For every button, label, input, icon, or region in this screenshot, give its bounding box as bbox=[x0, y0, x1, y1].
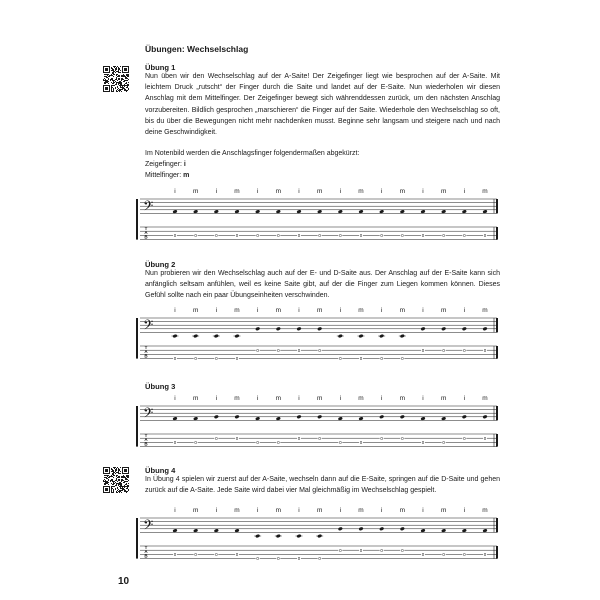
finger-label: i bbox=[215, 307, 218, 314]
tab-number: 0 bbox=[297, 556, 301, 562]
tab-number: 0 bbox=[235, 552, 239, 557]
note-head bbox=[420, 209, 425, 213]
finger-label: i bbox=[380, 507, 383, 514]
tab-number: 0 bbox=[318, 556, 321, 562]
page-number: 10 bbox=[118, 576, 130, 587]
tab-number: 0 bbox=[277, 233, 280, 238]
tab-label: A bbox=[144, 349, 148, 355]
tab-number: 0 bbox=[380, 356, 383, 362]
finger-label: m bbox=[399, 395, 406, 402]
finger-label: m bbox=[358, 188, 364, 195]
note-head bbox=[400, 415, 405, 419]
tab-number: 0 bbox=[215, 435, 218, 441]
note-head bbox=[193, 416, 198, 420]
note-head bbox=[379, 209, 384, 213]
note-head bbox=[420, 327, 425, 331]
tab-number: 0 bbox=[463, 435, 466, 441]
note-head bbox=[482, 327, 487, 331]
finger-label: i bbox=[380, 307, 383, 314]
tab-number: 0 bbox=[194, 356, 197, 362]
note-head bbox=[317, 415, 322, 419]
qr-code-icon[interactable] bbox=[103, 66, 129, 92]
note-head bbox=[462, 528, 467, 532]
tab-number: 0 bbox=[442, 347, 445, 353]
note-head bbox=[193, 528, 198, 532]
finger-label: i bbox=[380, 395, 383, 402]
note-head bbox=[441, 416, 446, 420]
tab-number: 0 bbox=[442, 552, 445, 557]
finger-label: m bbox=[440, 188, 447, 195]
finger-label: i bbox=[298, 188, 300, 195]
finger-label: m bbox=[358, 507, 364, 514]
tab-number: 0 bbox=[359, 356, 363, 362]
finger-label: m bbox=[234, 395, 240, 402]
tab-number: 0 bbox=[235, 356, 239, 362]
finger-label: m bbox=[482, 395, 488, 402]
tab-number: 0 bbox=[173, 233, 177, 238]
note-head bbox=[214, 528, 219, 532]
tab-number: 0 bbox=[235, 233, 239, 238]
tab-number: 0 bbox=[401, 356, 404, 362]
tab-label: T bbox=[144, 545, 148, 550]
note-head bbox=[172, 528, 177, 532]
tab-number: 0 bbox=[421, 440, 425, 445]
tab-number: 0 bbox=[194, 233, 197, 238]
tab-label: A bbox=[144, 549, 148, 555]
tab-number: 0 bbox=[483, 347, 487, 353]
tab-number: 0 bbox=[463, 347, 466, 353]
tab-label: T bbox=[144, 226, 148, 231]
note-head bbox=[441, 209, 446, 213]
finger-label: i bbox=[339, 188, 342, 195]
finger-label: i bbox=[422, 307, 424, 314]
tab-number: 0 bbox=[359, 233, 363, 238]
note-head bbox=[172, 209, 177, 213]
finger-label: m bbox=[192, 307, 199, 314]
note-head bbox=[482, 415, 487, 419]
tab-number: 0 bbox=[215, 552, 218, 557]
tab-label: B bbox=[144, 353, 148, 359]
note-head bbox=[338, 416, 343, 420]
finger-label: m bbox=[192, 188, 199, 195]
tab-label: A bbox=[144, 230, 148, 236]
finger-label: i bbox=[463, 188, 466, 195]
finger-label: m bbox=[440, 307, 447, 314]
finger-label: m bbox=[234, 188, 240, 195]
note-head bbox=[276, 416, 281, 420]
tab-number: 0 bbox=[401, 547, 404, 553]
finger-label: m bbox=[316, 188, 323, 195]
tab-number: 0 bbox=[297, 435, 301, 441]
tab-number: 0 bbox=[380, 547, 383, 553]
note-head bbox=[462, 209, 467, 213]
finger-label: m bbox=[275, 395, 282, 402]
tab-number: 0 bbox=[359, 440, 363, 445]
note-head bbox=[296, 327, 301, 331]
tab-number: 0 bbox=[442, 233, 445, 238]
finger-label: m bbox=[316, 507, 323, 514]
note-head bbox=[462, 415, 467, 419]
tab-number: 0 bbox=[297, 233, 301, 238]
tab-number: 0 bbox=[194, 552, 197, 557]
tab-number: 0 bbox=[297, 347, 301, 353]
finger-label: i bbox=[215, 507, 218, 514]
tab-number: 0 bbox=[256, 556, 259, 562]
finger-label: i bbox=[174, 307, 176, 314]
finger-label: m bbox=[358, 307, 364, 314]
finger-label: m bbox=[482, 307, 488, 314]
finger-label: i bbox=[215, 188, 218, 195]
tab-label: T bbox=[144, 345, 148, 350]
finger-label: i bbox=[298, 395, 300, 402]
note-head bbox=[296, 415, 301, 419]
finger-label: i bbox=[256, 395, 259, 402]
finger-label: m bbox=[399, 507, 406, 514]
tab-number: 0 bbox=[421, 552, 425, 557]
finger-label: i bbox=[256, 188, 259, 195]
finger-label: i bbox=[174, 395, 176, 402]
finger-label: i bbox=[422, 507, 424, 514]
tab-number: 0 bbox=[421, 347, 425, 353]
note-head bbox=[338, 527, 343, 531]
finger-label: m bbox=[358, 395, 364, 402]
tab-label: B bbox=[144, 441, 148, 447]
tab-number: 0 bbox=[421, 233, 425, 238]
note-head bbox=[276, 209, 281, 213]
finger-label: i bbox=[380, 188, 383, 195]
finger-label: i bbox=[422, 395, 424, 402]
abbrev-index-value: i bbox=[183, 161, 186, 168]
tab-number: 0 bbox=[401, 233, 404, 238]
tab-number: 0 bbox=[277, 347, 280, 353]
tab-number: 0 bbox=[256, 440, 259, 445]
finger-label: m bbox=[192, 395, 199, 402]
note-head bbox=[276, 327, 281, 331]
note-head bbox=[214, 209, 219, 213]
tab-number: 0 bbox=[339, 233, 342, 238]
finger-label: m bbox=[234, 307, 240, 314]
finger-label: i bbox=[174, 188, 176, 195]
finger-label: i bbox=[174, 507, 176, 514]
abbrev-middle-label: Mittelfinger: bbox=[145, 172, 184, 179]
finger-label: m bbox=[275, 188, 282, 195]
finger-label: m bbox=[275, 307, 282, 314]
finger-label: i bbox=[215, 395, 218, 402]
note-head bbox=[234, 209, 239, 213]
tab-number: 0 bbox=[277, 440, 280, 445]
exercise-2-heading: Übung 2 bbox=[145, 260, 176, 269]
finger-label: m bbox=[316, 395, 323, 402]
exercise-2-text: Nun probieren wir den Wechselschlag auch auf der E- und D-Saite aus. Der Anschlag auf der E-Saite kann sich anfänglich seltsam anfühlen, weil es keine Saite gibt, auf der die Finger zum Liegen kommen können. Dieses Gefühl sollte nach ein paar Übungseinheiten verschwinden. bbox=[145, 270, 500, 300]
tab-number: 0 bbox=[463, 552, 466, 557]
finger-label: i bbox=[339, 507, 342, 514]
tab-number: 0 bbox=[215, 356, 218, 362]
tab-number: 0 bbox=[359, 547, 363, 553]
tab-number: 0 bbox=[483, 233, 487, 238]
exercise-4-text: In Übung 4 spielen wir zuerst auf der A-Saite, wechseln dann auf die E-Saite, springen auf die D-Saite und gehen zurück auf die A-Saite. Jede Saite wird dabei vier Mal gleichmäßig im Wechselschlag gespielt. bbox=[145, 476, 500, 495]
tab-label: B bbox=[144, 234, 148, 240]
note-head bbox=[358, 209, 363, 213]
note-head bbox=[400, 209, 405, 213]
tab-label: A bbox=[144, 437, 148, 443]
exercise-4-heading: Übung 4 bbox=[145, 466, 176, 475]
tab-number: 0 bbox=[277, 556, 280, 562]
tab-number: 0 bbox=[380, 233, 383, 238]
bass-clef-icon: 𝄢 bbox=[143, 317, 154, 337]
finger-label: i bbox=[463, 395, 466, 402]
note-head bbox=[358, 527, 363, 531]
abbrev-index bbox=[145, 159, 186, 170]
finger-label: i bbox=[256, 507, 259, 514]
note-head bbox=[234, 528, 239, 532]
note-head bbox=[255, 327, 260, 331]
bass-clef-icon: 𝄢 bbox=[143, 405, 154, 425]
finger-label: m bbox=[440, 395, 447, 402]
note-head bbox=[234, 415, 239, 419]
tab-number: 0 bbox=[318, 347, 321, 353]
bass-clef-icon: 𝄢 bbox=[143, 517, 154, 537]
note-head bbox=[379, 415, 384, 419]
note-head bbox=[255, 416, 260, 420]
finger-label: m bbox=[234, 507, 240, 514]
finger-label: m bbox=[316, 307, 323, 314]
finger-label: i bbox=[298, 307, 300, 314]
finger-label: m bbox=[440, 507, 447, 514]
abbrev-intro: Im Notenbild werden die Anschlagsfinger folgendermaßen abgekürzt: bbox=[145, 150, 360, 157]
tab-number: 0 bbox=[463, 233, 466, 238]
finger-label: i bbox=[422, 188, 424, 195]
tab-number: 0 bbox=[401, 435, 404, 441]
note-head bbox=[193, 209, 198, 213]
finger-label: i bbox=[463, 507, 466, 514]
exercise-1-heading: Übung 1 bbox=[145, 63, 176, 72]
finger-label: i bbox=[256, 307, 259, 314]
abbrev-middle bbox=[145, 170, 189, 181]
tab-number: 0 bbox=[483, 552, 487, 557]
finger-label: m bbox=[192, 507, 199, 514]
exercise-4-notation bbox=[135, 504, 500, 566]
tab-label: T bbox=[144, 433, 148, 438]
finger-label: m bbox=[399, 188, 406, 195]
exercise-3-notation bbox=[135, 392, 500, 454]
tab-number: 0 bbox=[256, 233, 259, 238]
tab-number: 0 bbox=[318, 233, 321, 238]
tab-number: 0 bbox=[173, 552, 177, 557]
tab-number: 0 bbox=[442, 440, 445, 445]
finger-label: i bbox=[339, 307, 342, 314]
tab-number: 0 bbox=[173, 356, 177, 362]
tab-number: 0 bbox=[339, 440, 342, 445]
finger-label: m bbox=[399, 307, 406, 314]
tab-number: 0 bbox=[380, 435, 383, 441]
tab-label: B bbox=[144, 553, 148, 559]
note-head bbox=[482, 209, 487, 213]
note-head bbox=[441, 327, 446, 331]
note-head bbox=[214, 415, 219, 419]
tab-number: 0 bbox=[339, 547, 342, 553]
note-head bbox=[482, 528, 487, 532]
finger-label: i bbox=[339, 395, 342, 402]
page-title: Übungen: Wechselschlag bbox=[145, 44, 249, 54]
note-head bbox=[420, 528, 425, 532]
note-head bbox=[317, 209, 322, 213]
tab-number: 0 bbox=[194, 440, 197, 445]
tab-number: 0 bbox=[339, 356, 342, 362]
note-head bbox=[358, 416, 363, 420]
note-head bbox=[317, 327, 322, 331]
tab-number: 0 bbox=[256, 347, 259, 353]
finger-label: m bbox=[482, 507, 488, 514]
exercise-2-notation bbox=[135, 304, 500, 366]
qr-code-icon[interactable] bbox=[103, 467, 129, 493]
exercise-1-text: Nun üben wir den Wechselschlag auf der A-Saite! Der Zeigefinger liegt wie besprochen auf der A-Saite. Mit leichtem Druck „rutscht“ der Finger durch die Saite und landet auf der E-Saite. Nun wiederholen wir diesen Anschlag mit dem Mittelfinger. Der Zeigefinger bewegt sich währenddessen zurück, um den nächsten Anschlag vorzubereiten. Bildlich gesprochen „marschieren“ die Finger auf der Saite. Wiederhole den Wechselschlag so oft, bis du über die Bewegungen nicht mehr nachdenken musst. Beginne sehr langsam und steigere nach und nach deine Geschwindigkeit. bbox=[145, 73, 500, 137]
finger-label: m bbox=[275, 507, 282, 514]
note-head bbox=[255, 209, 260, 213]
note-head bbox=[420, 416, 425, 420]
note-head bbox=[441, 528, 446, 532]
exercise-3-heading: Übung 3 bbox=[145, 382, 176, 391]
note-head bbox=[338, 209, 343, 213]
note-head bbox=[296, 209, 301, 213]
bass-clef-icon: 𝄢 bbox=[143, 198, 154, 218]
tab-number: 0 bbox=[215, 233, 218, 238]
note-head bbox=[462, 327, 467, 331]
finger-label: i bbox=[463, 307, 466, 314]
exercise-1-notation bbox=[135, 185, 500, 247]
finger-label: i bbox=[298, 507, 300, 514]
note-head bbox=[400, 527, 405, 531]
tab-number: 0 bbox=[483, 435, 487, 441]
tab-number: 0 bbox=[173, 440, 177, 445]
abbrev-index-label: Zeigefinger: bbox=[145, 161, 184, 168]
abbrev-middle-value: m bbox=[183, 172, 190, 179]
note-head bbox=[379, 527, 384, 531]
tab-number: 0 bbox=[318, 435, 321, 441]
tab-number: 0 bbox=[235, 435, 239, 441]
note-head bbox=[172, 416, 177, 420]
finger-label: m bbox=[482, 188, 488, 195]
